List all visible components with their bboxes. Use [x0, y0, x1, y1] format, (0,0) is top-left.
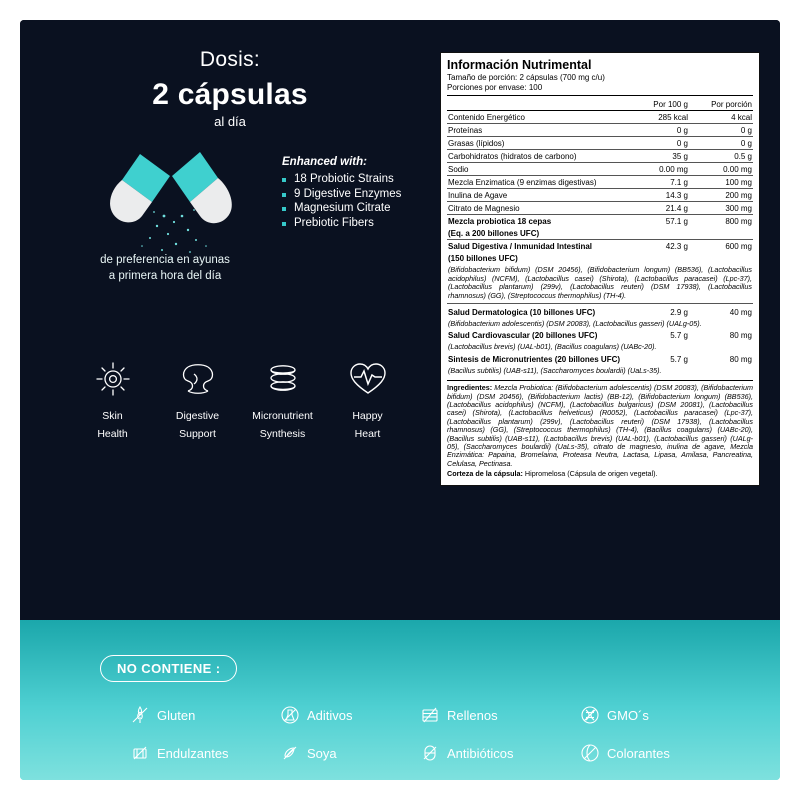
- nutrient-per100: 0 g: [625, 137, 689, 150]
- col-header-per100: Por 100 g: [625, 98, 689, 111]
- no-contiene-label: Endulzantes: [157, 745, 229, 761]
- dosage-note-line2: a primera hora del día: [108, 270, 222, 282]
- panel-title: Información Nutrimental: [447, 58, 592, 72]
- blend-subname: (Eq. a 200 billones UFC): [447, 227, 753, 240]
- serving-size: Tamaño de porción: 2 cápsulas (700 mg c/u): [447, 73, 605, 82]
- benefit-micronutrient-synthesis: [240, 354, 325, 440]
- blend-name: Mezcla probiotica 18 cepas: [448, 216, 552, 226]
- enhanced-with-block: [282, 156, 432, 231]
- capsule-shell-label: Corteza de la cápsula:: [447, 469, 523, 479]
- nutrition-table-2: [447, 306, 753, 377]
- nutrient-per100: 14.3 g: [625, 189, 689, 202]
- no-contiene-label: GMO´s: [607, 707, 649, 723]
- col-header-perserving: Por porción: [689, 98, 753, 111]
- nutrient-per100: 21.4 g: [625, 202, 689, 215]
- table-row: [447, 306, 753, 318]
- enhanced-item: 9 Digestive Enzymes: [282, 188, 432, 200]
- enhanced-item: Prebiotic Fibers: [282, 217, 432, 229]
- blend-name: Salud Cardiovascular (20 billones UFC): [448, 331, 598, 341]
- fillers-icon: [420, 705, 440, 725]
- no-contiene-label: Gluten: [157, 707, 196, 723]
- benefits-row: [70, 354, 410, 440]
- table-row: [447, 318, 753, 330]
- skin-sun-icon: [70, 354, 155, 404]
- table-row: [447, 366, 753, 378]
- no-contiene-item-rellenos: [420, 705, 580, 725]
- no-contiene-label: Aditivos: [307, 707, 353, 723]
- table-row: [447, 176, 753, 189]
- no-contiene-section: [100, 655, 237, 682]
- blend-strain-detail: (Bacillus subtilis) (UAB-s11), (Saccharomyces boulardii) (UaLs-35).: [448, 366, 662, 376]
- table-row: [447, 227, 753, 240]
- supplement-label: [20, 20, 780, 780]
- benefit-label: Micronutrient: [252, 410, 313, 422]
- table-row: [447, 189, 753, 202]
- blend-per100: 5.7 g: [670, 355, 688, 365]
- no-contiene-item-aditivos: [280, 705, 420, 725]
- no-contiene-item-soya: [280, 743, 420, 763]
- benefit-label: Health: [97, 428, 128, 440]
- no-contiene-item-colorantes: [580, 743, 730, 763]
- benefit-label: Support: [179, 428, 216, 440]
- nutrient-perserving: 0 g: [689, 137, 753, 150]
- enhanced-item: Magnesium Citrate: [282, 202, 432, 214]
- blend-perserving: 80 mg: [729, 355, 752, 365]
- benefit-label: Heart: [354, 428, 381, 440]
- capsule-shell-text: Hipromelosa (Cápsula de origen vegetal).: [522, 469, 658, 479]
- blend-strain-detail: (Bifidobacterium adolescentis) (DSM 20083), (Lactobacillus gasseri) (UALg-05).: [448, 318, 702, 328]
- nutrient-perserving: 100 mg: [689, 176, 753, 189]
- blend-name: Salud Digestiva / Inmunidad Intestinal: [448, 241, 593, 251]
- table-row: [447, 330, 753, 342]
- sweeteners-icon: [130, 743, 150, 763]
- table-row: [447, 111, 753, 124]
- heart-pulse-icon: [325, 354, 410, 404]
- nutrient-per100: 285 kcal: [625, 111, 689, 124]
- table-row: [447, 202, 753, 215]
- nutrient-perserving: 0.5 g: [689, 150, 753, 163]
- capsules-illustration: [102, 146, 252, 266]
- no-contiene-item-antibioticos: [420, 743, 580, 763]
- no-contiene-label: Soya: [307, 745, 337, 761]
- col-header-name: [447, 98, 625, 111]
- nutrient-perserving: 300 mg: [689, 202, 753, 215]
- nutrient-name: Mezcla Enzimatica (9 enzimas digestivas): [447, 176, 625, 189]
- dosage-section: [30, 34, 430, 594]
- nutrition-table: [447, 98, 753, 264]
- table-row: [447, 150, 753, 163]
- dosage-note-line1: de preferencia en ayunas: [100, 254, 230, 266]
- blend-per100: 57.1 g: [665, 216, 688, 226]
- gluten-icon: [130, 705, 150, 725]
- no-contiene-label: Colorantes: [607, 745, 670, 761]
- no-contiene-badge: NO CONTIENE :: [100, 655, 237, 682]
- blend-per100: 2.9 g: [670, 307, 688, 317]
- nutrient-perserving: 0 g: [689, 124, 753, 137]
- enhanced-with-title: Enhanced with:: [282, 156, 367, 168]
- servings-per-container: Porciones por envase: 100: [447, 82, 543, 92]
- blend-perserving: 40 mg: [729, 307, 752, 317]
- colorants-icon: [580, 743, 600, 763]
- benefit-digestive-support: [155, 354, 240, 440]
- blend-perserving: 80 mg: [729, 331, 752, 341]
- nutrient-perserving: 200 mg: [689, 189, 753, 202]
- benefit-label: Skin: [102, 410, 123, 422]
- nutrient-per100: 7.1 g: [625, 176, 689, 189]
- blend-perserving: 800 mg: [725, 216, 752, 226]
- nutrient-perserving: 0.00 mg: [689, 163, 753, 176]
- panel-divider: [447, 95, 753, 96]
- benefit-label: Digestive: [175, 410, 220, 422]
- table-row: [447, 215, 753, 228]
- benefit-skin-health: [70, 354, 155, 440]
- dosage-frequency: al día: [214, 114, 246, 129]
- blend-name: Salud Dermatologica (10 billones UFC): [448, 307, 596, 317]
- nutrition-facts-panel: [440, 52, 760, 486]
- benefit-label: Happy: [352, 410, 383, 422]
- soy-icon: [280, 743, 300, 763]
- antibiotics-icon: [420, 743, 440, 763]
- table-row: [447, 240, 753, 253]
- nutrient-perserving: 4 kcal: [689, 111, 753, 124]
- benefit-happy-heart: [325, 354, 410, 440]
- table-row: [447, 124, 753, 137]
- no-contiene-grid: [130, 705, 730, 763]
- enhanced-item: 18 Probiotic Strains: [282, 173, 432, 185]
- table-row: [447, 342, 753, 354]
- blend-per100: 42.3 g: [665, 241, 688, 251]
- table-header-row: [447, 98, 753, 111]
- dosage-title: Dosis:: [199, 48, 261, 71]
- no-contiene-label: Antibióticos: [447, 745, 514, 761]
- no-contiene-label: Rellenos: [447, 707, 498, 723]
- nutrient-name: Inulina de Agave: [447, 189, 625, 202]
- additives-icon: [280, 705, 300, 725]
- ingredients-block: [447, 380, 753, 478]
- nutrient-name: Contenido Energético: [447, 111, 625, 124]
- no-contiene-item-gmo: [580, 705, 730, 725]
- nutrient-name: Sodio: [447, 163, 625, 176]
- dosage-amount: 2 cápsulas: [152, 78, 308, 111]
- intestine-icon: [155, 354, 240, 404]
- no-contiene-item-endulzantes: [130, 743, 280, 763]
- gmo-icon: [580, 705, 600, 725]
- table-row: [447, 137, 753, 150]
- nutrient-per100: 0.00 mg: [625, 163, 689, 176]
- blend-perserving: 600 mg: [725, 241, 752, 251]
- table-row: [447, 163, 753, 176]
- layers-icon: [240, 354, 325, 404]
- nutrient-name: Citrato de Magnesio: [447, 202, 625, 215]
- ingredients-text: Mezcla Probiotica: (Bifidobacterium adolescentis) (DSM 20083), (Bifidobacterium bifidum) (DSM 20456), (Bifidobacterium lactis) (BB-12), (Bifidobacterium longum) (BB536), (Lactobacillus acidophilus) (NCFM), (Lactobacillus bulgaricus) (DSM 20081), (Lactobacillus casei) (Shirota), (Lactobacillus helveticus) (R0052), (Lactobacillus paracasei) (Lpc-37), (Lactobacillus plantarum) (299v), (Lactobacillus reuteri) (DSM 17938), (Lactobacillus rhamnosus) (GG), (Streptococcus thermophilus) (TH-4), (Bacillus coagulans) (UABc-20), (Bacillus subtilis) (UAB-s11), (Lactobacillus brevis) (UAL-b01), (Lactobacillus gasseri) (UALg-05), (Saccharomyces boulardii) (UaLs-35), citrato de magnesio, inulina de agave, Mezcla Enzimática: Papaina, Bromelaina, Proteasa Neutra, Lactasa, Lipasa, Amilasa, Pancreatina, Celulasa, Pectinasa.: [447, 383, 753, 468]
- nutrient-name: Proteínas: [447, 124, 625, 137]
- blend-strain-detail: (Bifidobacterium bifidum) (DSM 20456), (Bifidobacterium longum) (BB536), (Lactobacillus acidophilus) (NCFM), (Lactobacillus casei) (Shirota), (Lactobacillus paracasei) (Lpc-37), (Lactobacillus plantarum) (299v), (Lactobacillus reuteri) (DSM 17938), (Lactobacillus rhamnosus) (GG), (Streptococcus thermophilus) (TH-4).: [447, 264, 753, 304]
- nutrient-per100: 0 g: [625, 124, 689, 137]
- nutrient-name: Grasas (lípidos): [447, 137, 625, 150]
- nutrient-name: Carbohidratos (hidratos de carbono): [447, 150, 625, 163]
- table-row: [447, 252, 753, 264]
- nutrient-per100: 35 g: [625, 150, 689, 163]
- table-row: [447, 354, 753, 366]
- ingredients-label: Ingredientes:: [447, 383, 493, 393]
- blend-strain-detail: (Lactobacillus brevis) (UAL-b01), (Bacillus coagulans) (UABc-20).: [448, 342, 657, 352]
- blend-per100: 5.7 g: [670, 331, 688, 341]
- blend-subname: (150 billones UFC): [448, 253, 518, 263]
- no-contiene-item-gluten: [130, 705, 280, 725]
- blend-name: Sintesis de Micronutrientes (20 billones UFC): [448, 355, 621, 365]
- benefit-label: Synthesis: [259, 428, 306, 440]
